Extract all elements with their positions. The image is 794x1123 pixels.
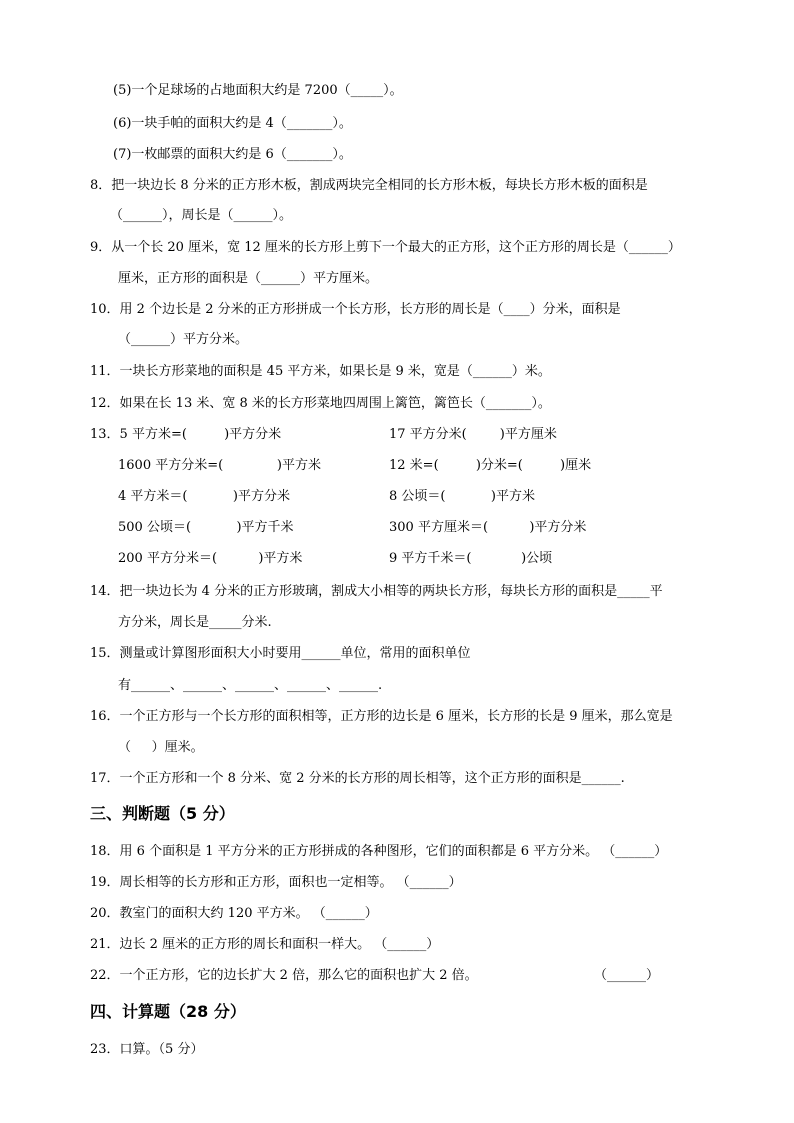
- q13-row4-left: 500 公顷＝( )平方千米: [118, 520, 294, 535]
- q13-row5-right: 9 平方千米＝( )公顷: [389, 551, 553, 566]
- q20: 20．教室门的面积大约 120 平方米。 （______）: [90, 906, 378, 921]
- q13-row2-left: 1600 平方分米=( )平方米: [118, 458, 321, 473]
- q16-line1: 16．一个正方形与一个长方形的面积相等，正方形的边长是 6 厘米，长方形的长是 9 厘米，那么宽是: [90, 709, 673, 724]
- q19: 19．周长相等的长方形和正方形，面积也一定相等。 （______）: [90, 875, 462, 890]
- q9-line2: 厘米，正方形的面积是（______）平方厘米。: [118, 271, 379, 286]
- q10-line2: （______）平方分米。: [118, 332, 249, 347]
- q13-row3-left: 4 平方米＝( )平方分米: [118, 489, 291, 504]
- q13-row3-right: 8 公顷＝( )平方米: [389, 489, 536, 504]
- q16-line2: （ ）厘米。: [118, 740, 204, 755]
- q15-line2: 有______、______、______、______、______.: [118, 678, 383, 693]
- q13-row2-right: 12 米=( )分米=( )厘米: [389, 458, 592, 473]
- q21: 21．边长 2 厘米的正方形的周长和面积一样大。 （______）: [90, 937, 440, 952]
- section3-title: 三、判断题（5 分）: [90, 804, 235, 823]
- q22-answer-blank: （______）: [594, 968, 660, 983]
- q7-item-7: (7)一枚邮票的面积大约是 6（_______）。: [113, 147, 352, 162]
- q23: 23．口算。（5 分）: [90, 1042, 204, 1057]
- q7-item-5: (5)一个足球场的占地面积大约是 7200（_____）。: [113, 83, 403, 98]
- q14-line2: 方分米，周长是_____分米.: [118, 615, 272, 630]
- q13-row4-right: 300 平方厘米＝( )平方分米: [389, 520, 587, 535]
- q8-line1: 8．把一块边长 8 分米的正方形木板，割成两块完全相同的长方形木板，每块长方形木板的面积是: [90, 178, 648, 193]
- q13-row1-right: 17 平方分米( )平方厘米: [389, 427, 557, 442]
- q22: 22．一个正方形，它的边长扩大 2 倍，那么它的面积也扩大 2 倍。: [90, 968, 478, 983]
- q11: 11．一块长方形菜地的面积是 45 平方米，如果长是 9 米，宽是（______）米。: [90, 364, 551, 379]
- q12: 12．如果在长 13 米、宽 8 米的长方形菜地四周围上篱笆，篱笆长（_______）。: [90, 396, 551, 411]
- q7-item-6: (6)一块手帕的面积大约是 4（_______）。: [113, 116, 352, 131]
- q18: 18．用 6 个面积是 1 平方分米的正方形拼成的各种图形，它们的面积都是 6 平方分米。 （______）: [90, 844, 668, 859]
- section4-title: 四、计算题（28 分）: [90, 1002, 246, 1021]
- q9-line1: 9．从一个长 20 厘米，宽 12 厘米的长方形上剪下一个最大的正方形，这个正方形的周长是（______）: [90, 240, 681, 255]
- q15-line1: 15．测量或计算图形面积大小时要用______单位，常用的面积单位: [90, 646, 471, 661]
- q8-line2: （______），周长是（______）。: [110, 208, 293, 223]
- q10-line1: 10．用 2 个边长是 2 分米的正方形拼成一个长方形，长方形的周长是（____）分米，面积是: [90, 302, 621, 317]
- q13-row5-left: 200 平方分米＝( )平方米: [118, 551, 303, 566]
- q13-row1-left: 13．5 平方米=( )平方分米: [90, 427, 282, 442]
- q17: 17．一个正方形和一个 8 分米、宽 2 分米的长方形的周长相等，这个正方形的面积是______.: [90, 771, 625, 786]
- q14-line1: 14．把一块边长为 4 分米的正方形玻璃，割成大小相等的两块长方形，每块长方形的面积是_____平: [90, 584, 663, 599]
